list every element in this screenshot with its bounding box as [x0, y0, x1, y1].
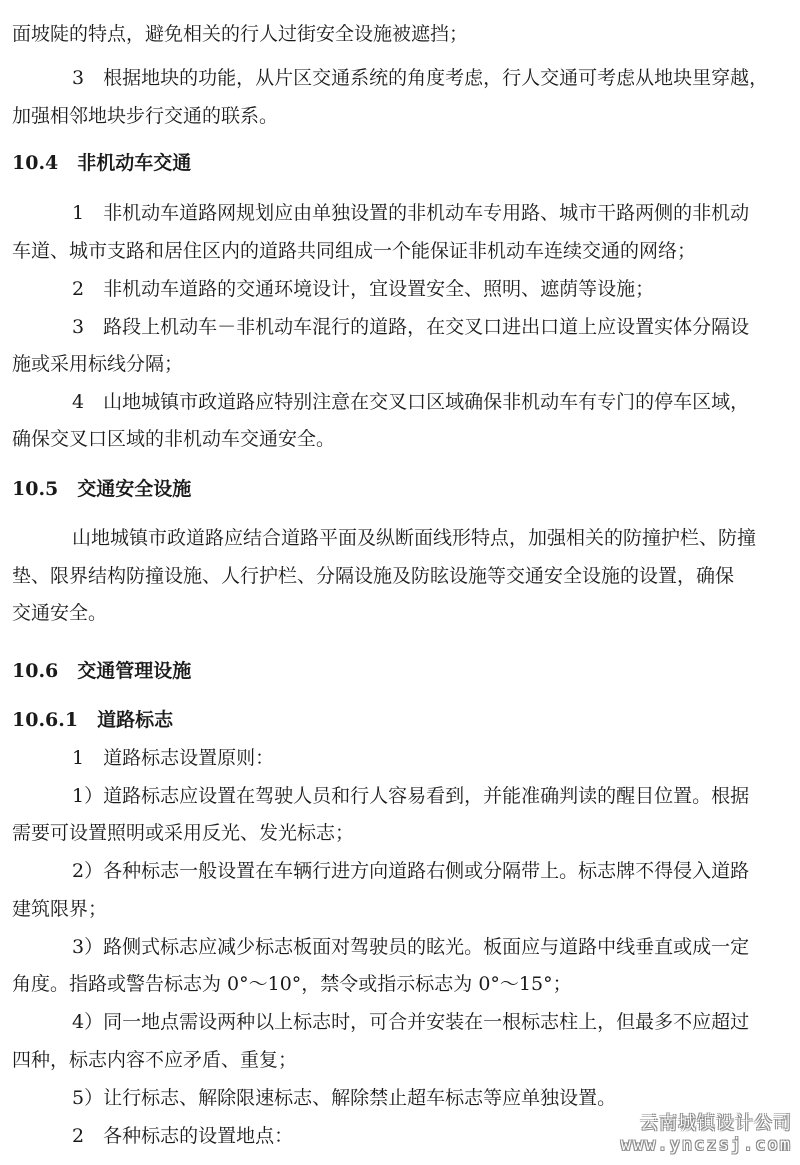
sub-item-4: 4）同一地点需设两种以上标志时，可合并安装在一根标志柱上，但最多不应超过	[72, 1011, 750, 1033]
paragraph-line: 垫、限界结构防撞设施、人行护栏、分隔设施及防眩设施等交通安全设施的设置，确保	[12, 565, 735, 587]
section-heading-10-5: 10.5 交通安全设施	[12, 478, 192, 500]
watermark-url: www.ynczsj.com	[620, 1135, 792, 1155]
list-item-1: 1 非机动车道路网规划应由单独设置的非机动车专用路、城市干路两侧的非机动	[72, 202, 750, 224]
subsection-heading-10-6-1: 10.6.1 道路标志	[12, 709, 174, 731]
text-line: 加强相邻地块步行交通的联系。	[12, 105, 279, 127]
list-item-3: 3 路段上机动车－非机动车混行的道路，在交叉口进出口道上应设置实体分隔设	[72, 316, 750, 338]
sub-item-2: 2）各种标志一般设置在车辆行进方向道路右侧或分隔带上。标志牌不得侵入道路	[72, 860, 750, 882]
section-heading-10-6: 10.6 交通管理设施	[12, 660, 192, 682]
list-item-3: 3 根据地块的功能，从片区交通系统的角度考虑，行人交通可考虑从地块里穿越，	[72, 67, 769, 89]
text-line: 面坡陡的特点，避免相关的行人过街安全设施被遮挡；	[12, 23, 469, 45]
paragraph-line: 交通安全。	[12, 602, 108, 624]
watermark-name: 云南城镇设计公司	[640, 1113, 792, 1134]
list-item-1: 1 道路标志设置原则：	[72, 747, 275, 769]
text-line: 需要可设置照明或采用反光、发光标志；	[12, 822, 355, 844]
text-line: 车道、城市支路和居住区内的道路共同组成一个能保证非机动车连续交通的网络；	[12, 240, 697, 262]
list-item-2: 2 各种标志的设置地点：	[72, 1125, 294, 1147]
text-line: 建筑限界；	[12, 898, 108, 920]
text-line: 施或采用标线分隔；	[12, 353, 184, 375]
text-line: 四种，标志内容不应矛盾、重复；	[12, 1049, 298, 1071]
section-heading-10-4: 10.4 非机动车交通	[12, 152, 192, 174]
text-line: 确保交叉口区域的非机动车交通安全。	[12, 428, 336, 450]
paragraph-line: 山地城镇市政道路应结合道路平面及纵断面线形特点，加强相关的防撞护栏、防撞	[72, 527, 757, 549]
text-line: 角度。指路或警告标志为 0°～10°，禁令或指示标志为 0°～15°；	[12, 973, 572, 995]
watermark	[621, 1113, 792, 1155]
list-item-2: 2 非机动车道路的交通环境设计，宜设置安全、照明、遮荫等设施；	[72, 278, 655, 300]
sub-item-3: 3）路侧式标志应减少标志板面对驾驶员的眩光。板面应与道路中线垂直或成一定	[72, 936, 750, 958]
sub-item-1: 1）道路标志应设置在驾驶人员和行人容易看到，并能准确判读的醒目位置。根据	[72, 785, 750, 807]
sub-item-5: 5）让行标志、解除限速标志、解除禁止超车标志等应单独设置。	[72, 1087, 617, 1109]
list-item-4: 4 山地城镇市政道路应特别注意在交叉口区域确保非机动车有专门的停车区域，	[72, 391, 750, 413]
